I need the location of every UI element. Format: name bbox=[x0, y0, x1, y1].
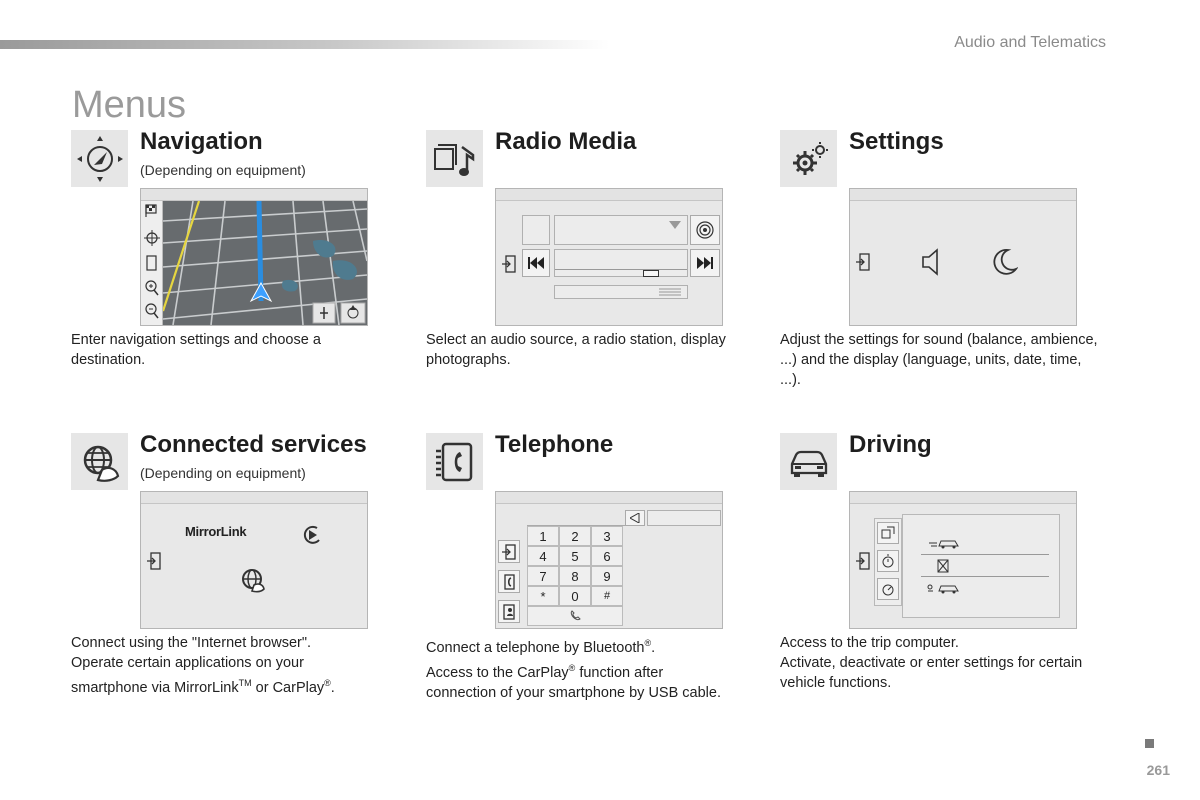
settings-screen bbox=[849, 188, 1077, 326]
key-star[interactable]: * bbox=[527, 586, 559, 606]
desc-line-1: Access to the trip computer. bbox=[780, 635, 959, 651]
globe-icon bbox=[239, 566, 267, 594]
contacts-button[interactable] bbox=[498, 600, 520, 623]
previous-track-button[interactable] bbox=[522, 249, 550, 277]
desc-line-3: vehicle functions. bbox=[780, 675, 892, 691]
section-description bbox=[780, 633, 1100, 693]
keypad-row bbox=[527, 586, 625, 606]
trademark-superscript: TM bbox=[238, 678, 252, 688]
backspace-icon bbox=[630, 513, 640, 523]
desc-line-2: Operate certain applications on your bbox=[71, 655, 304, 671]
screen-top-bar bbox=[850, 189, 1076, 201]
sound-settings-button[interactable] bbox=[920, 247, 942, 277]
driving-functions-button[interactable] bbox=[877, 578, 899, 600]
keypad-row bbox=[527, 566, 625, 586]
driving-side-menu bbox=[874, 518, 902, 606]
desc-line-3b: or CarPlay bbox=[251, 679, 325, 696]
radio-media-icon bbox=[426, 130, 483, 187]
backspace-button[interactable] bbox=[625, 510, 645, 526]
key-8[interactable]: 8 bbox=[559, 566, 591, 586]
section-description: Select an audio source, a radio station, display photographs. bbox=[426, 332, 726, 368]
section-description: Adjust the settings for sound (balance, ambience, ...) and the display (language, units, date, time, ...). bbox=[780, 332, 1098, 388]
display-settings-button[interactable] bbox=[992, 247, 1018, 277]
dial-keypad bbox=[527, 526, 625, 626]
car-lane-icon bbox=[929, 537, 961, 549]
key-2[interactable]: 2 bbox=[559, 526, 591, 546]
registered-superscript: ® bbox=[568, 662, 576, 673]
car-icon bbox=[780, 433, 837, 490]
exit-icon[interactable] bbox=[856, 552, 870, 570]
navigation-sidebar bbox=[141, 201, 163, 325]
page-marker bbox=[1145, 739, 1154, 748]
phone-icon bbox=[426, 433, 483, 490]
registered-superscript: ® bbox=[324, 678, 331, 688]
connected-services-screen bbox=[140, 491, 368, 629]
exit-phone-button[interactable] bbox=[498, 540, 520, 563]
function-row[interactable] bbox=[921, 533, 1049, 555]
carplay-icon bbox=[301, 524, 323, 546]
keypad-row bbox=[527, 546, 625, 566]
section-description bbox=[71, 633, 371, 698]
exit-icon[interactable] bbox=[856, 253, 870, 271]
desc-line-2b: function after bbox=[575, 664, 664, 681]
source-thumbnail-box bbox=[522, 215, 550, 245]
progress-track[interactable] bbox=[554, 249, 688, 277]
key-1[interactable]: 1 bbox=[527, 526, 559, 546]
page-title: Menus bbox=[72, 84, 187, 126]
exit-icon[interactable] bbox=[147, 552, 161, 570]
desc-line-1b: . bbox=[651, 639, 656, 656]
driving-screen bbox=[849, 491, 1077, 629]
vehicle-settings-button[interactable] bbox=[877, 522, 899, 544]
handset-icon bbox=[569, 610, 581, 622]
car-sensor-icon bbox=[927, 582, 963, 594]
registered-superscript: ® bbox=[644, 638, 652, 648]
call-log-button[interactable] bbox=[498, 570, 520, 593]
driving-content-panel bbox=[902, 514, 1060, 618]
skip-forward-icon bbox=[697, 257, 713, 269]
warning-box-icon bbox=[937, 559, 951, 573]
chevron-down-icon bbox=[669, 221, 681, 229]
exit-icon bbox=[502, 544, 516, 560]
gears-icon bbox=[780, 130, 837, 187]
key-4[interactable]: 4 bbox=[527, 546, 559, 566]
radio-band-button[interactable] bbox=[690, 215, 720, 245]
desc-line-3: connection of your smartphone by USB cable. bbox=[426, 684, 721, 701]
desc-line-2: Activate, deactivate or enter settings for certain bbox=[780, 655, 1083, 671]
screen-top-bar bbox=[141, 189, 367, 201]
section-title: Connected services bbox=[140, 431, 367, 458]
list-icon bbox=[659, 287, 681, 297]
number-entry-field[interactable] bbox=[527, 510, 625, 526]
screen-top-bar bbox=[850, 492, 1076, 504]
section-title: Telephone bbox=[495, 431, 614, 458]
key-6[interactable]: 6 bbox=[591, 546, 623, 566]
screen-top-bar bbox=[496, 189, 722, 201]
contact-field[interactable] bbox=[647, 510, 721, 526]
call-log-icon bbox=[502, 574, 516, 590]
media-info-bar bbox=[554, 285, 688, 299]
function-row[interactable] bbox=[921, 577, 1049, 599]
section-title: Driving bbox=[849, 431, 932, 458]
globe-hand-icon bbox=[71, 433, 128, 490]
key-hash[interactable]: # bbox=[591, 586, 623, 606]
mirrorlink-logo[interactable]: MirrorLink bbox=[185, 524, 247, 539]
header-section-title: Audio and Telematics bbox=[954, 34, 1106, 51]
section-title: Radio Media bbox=[495, 128, 637, 155]
vehicle-settings-icon bbox=[881, 526, 895, 540]
navigation-map[interactable] bbox=[163, 201, 367, 325]
section-description: Enter navigation settings and choose a destination. bbox=[71, 332, 321, 368]
gauge-icon bbox=[881, 582, 895, 596]
moon-icon bbox=[992, 247, 1018, 277]
trip-computer-button[interactable] bbox=[877, 550, 899, 572]
key-0[interactable]: 0 bbox=[559, 586, 591, 606]
navigation-screen bbox=[140, 188, 368, 326]
desc-line-3c: . bbox=[330, 679, 335, 696]
progress-line bbox=[555, 269, 687, 270]
skip-back-icon bbox=[528, 257, 544, 269]
key-9[interactable]: 9 bbox=[591, 566, 623, 586]
next-track-button[interactable] bbox=[690, 249, 720, 277]
function-row[interactable] bbox=[921, 555, 1049, 577]
key-5[interactable]: 5 bbox=[559, 546, 591, 566]
key-7[interactable]: 7 bbox=[527, 566, 559, 586]
contacts-icon bbox=[502, 604, 516, 620]
desc-line-1: Connect a telephone by Bluetooth bbox=[426, 639, 645, 656]
telephone-screen bbox=[495, 491, 723, 629]
radio-waves-icon bbox=[695, 220, 715, 240]
internet-browser-button[interactable] bbox=[239, 566, 267, 594]
section-subtitle: (Depending on equipment) bbox=[140, 162, 306, 178]
section-title: Navigation bbox=[140, 128, 263, 155]
screen-top-bar bbox=[141, 492, 367, 504]
navigation-compass-icon bbox=[71, 130, 128, 187]
header-gradient-bar bbox=[0, 40, 610, 49]
screen-top-bar bbox=[496, 492, 722, 504]
progress-handle[interactable] bbox=[643, 270, 659, 277]
keypad-row bbox=[527, 606, 625, 626]
desc-line-2: Access to the CarPlay bbox=[426, 664, 569, 681]
call-button[interactable] bbox=[527, 606, 623, 626]
carplay-button[interactable] bbox=[301, 524, 323, 546]
desc-line-1: Connect using the "Internet browser". bbox=[71, 635, 312, 651]
exit-icon[interactable] bbox=[502, 255, 516, 273]
section-description bbox=[426, 633, 746, 703]
radio-media-screen bbox=[495, 188, 723, 326]
speaker-icon bbox=[920, 247, 942, 277]
section-title: Settings bbox=[849, 128, 944, 155]
desc-line-3: smartphone via MirrorLink bbox=[71, 679, 239, 696]
key-3[interactable]: 3 bbox=[591, 526, 623, 546]
page-number: 261 bbox=[1146, 762, 1170, 778]
stopwatch-icon bbox=[881, 554, 895, 568]
section-subtitle: (Depending on equipment) bbox=[140, 465, 306, 481]
keypad-row bbox=[527, 526, 625, 546]
source-select-dropdown[interactable] bbox=[554, 215, 688, 245]
